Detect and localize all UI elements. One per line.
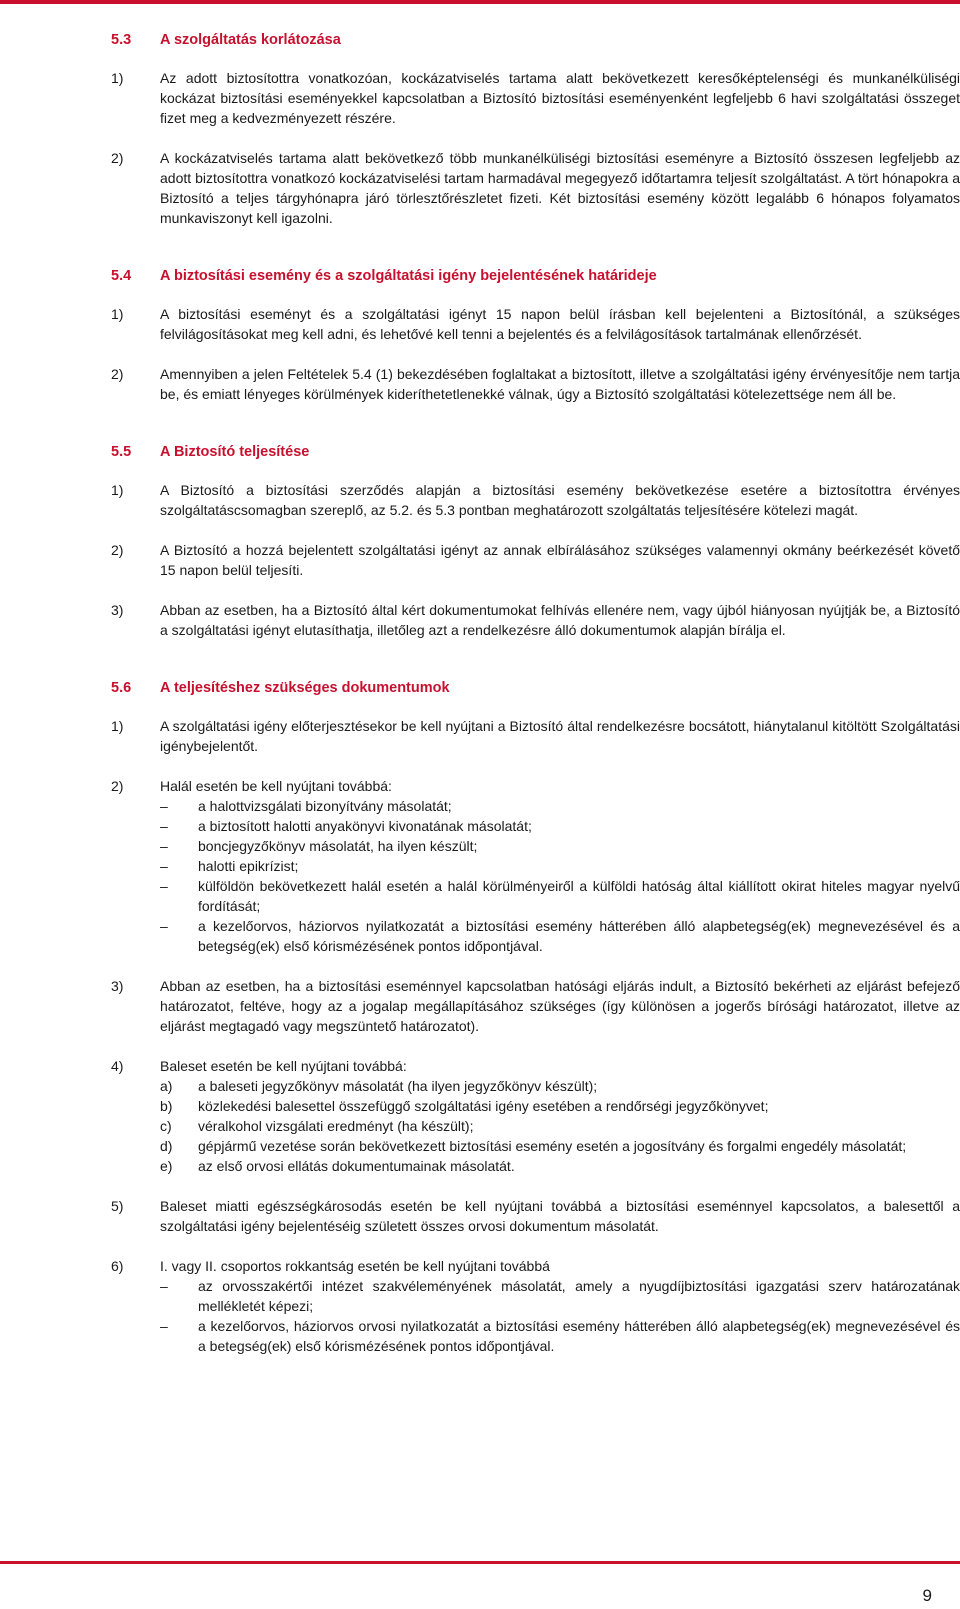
sub-item [160, 796, 960, 816]
item-text: Abban az esetben, ha a biztosítási eseménnyel kapcsolatban hatósági eljárás indult, a Biztosító bekérheti az eljárást befejező határozatot, feltéve, hogy az a jogalap megállapításához szükséges (így különösen a jogerős bírósági határozatot, illetve az eljárást megtagadó vagy megszüntető határozatot). [160, 978, 960, 1034]
section-title: A szolgáltatás korlátozása [160, 32, 341, 48]
item-body [160, 540, 960, 580]
sub-item-marker: – [160, 798, 168, 814]
item-text: Halál esetén be kell nyújtani továbbá: [160, 778, 392, 794]
item-body [160, 364, 960, 404]
section-number: 5.6 [111, 680, 132, 696]
footer-rule [0, 1561, 960, 1564]
item-text: A kockázatviselés tartama alatt bekövetkező több munkanélküliségi biztosítási eseményre a Biztosító összesen legfeljebb az adott biztosítottra vonatkozó kockázatviselési tartam harmadával megegyező időtartamra teljesít szolgáltatást. A tört hónapokra a Biztosító a teljes tárgyhónapra járó törlesztőrészletet fizeti. Két biztosítási esemény között legalább 6 hónapos folyamatos munkaviszonyt kell igazolni. [160, 150, 960, 226]
sub-item-marker: b) [160, 1098, 173, 1114]
section-heading [111, 30, 960, 50]
sub-item-text: a baleseti jegyzőkönyv másolatát (ha ilyen jegyzőkönyv készült); [198, 1078, 598, 1094]
section-heading [111, 266, 960, 286]
list-item [111, 540, 960, 580]
sub-item-marker: d) [160, 1138, 173, 1154]
sub-item-marker: – [160, 878, 168, 894]
item-number: 4) [111, 1058, 124, 1074]
list-item [111, 1196, 960, 1236]
sub-item-marker: a) [160, 1078, 173, 1094]
sub-item [160, 1096, 960, 1116]
item-text: A szolgáltatási igény előterjesztésekor be kell nyújtani a Biztosító által rendelkezésre bocsátott, hiánytalanul kitöltött Szolgáltatási igénybejelentőt. [160, 718, 960, 754]
item-text: A biztosítási eseményt és a szolgáltatási igényt 15 napon belül írásban kell bejelenteni a Biztosítónál, a szükséges felvilágosításokat meg kell adni, és lehetővé kell tenni a bejelentés és a felvilágosítások tartalmának ellenőrzését. [160, 306, 960, 342]
item-number: 5) [111, 1198, 124, 1214]
section-heading [111, 678, 960, 698]
sub-item-marker: – [160, 818, 168, 834]
sub-item [160, 836, 960, 856]
sub-item-text: külföldön bekövetkezett halál esetén a halál körülményeiről a külföldi hatóság által kiállított okirat hiteles magyar nyelvű fordítását; [198, 878, 960, 914]
sub-item [160, 1136, 960, 1156]
item-body [160, 716, 960, 756]
list-item [111, 600, 960, 640]
item-body [160, 68, 960, 128]
sub-item-text: a kezelőorvos, háziorvos orvosi nyilatkozatát a biztosítási esemény hátterében álló alapbetegség(ek) megnevezésével és a betegség(ek) első kórismézésének pontos időpontjával. [198, 1318, 960, 1354]
list-item [111, 480, 960, 520]
sub-item-text: a kezelőorvos, háziorvos nyilatkozatát a biztosítási esemény hátterében álló alapbetegség(ek) megnevezésével és a betegség(ek) első kórismézésének pontos időpontjával. [198, 918, 960, 954]
list-item [111, 304, 960, 344]
sub-item-text: az első orvosi ellátás dokumentumainak másolatát. [198, 1158, 515, 1174]
list-item [111, 716, 960, 756]
item-body [160, 1256, 960, 1356]
sub-item [160, 1156, 960, 1176]
item-body [160, 776, 960, 956]
item-number: 2) [111, 542, 124, 558]
item-text: Az adott biztosítottra vonatkozóan, kockázatviselés tartama alatt bekövetkezett keresőképtelenségi és munkanélküliségi kockázat biztosítási eseményekkel kapcsolatban a Biztosító biztosítási eseményenként legfeljebb 6 havi szolgáltatási összeget fizet meg a kedvezményezett részére. [160, 70, 960, 126]
item-number: 1) [111, 718, 124, 734]
item-text: Baleset esetén be kell nyújtani továbbá: [160, 1058, 407, 1074]
sub-item [160, 1076, 960, 1096]
sub-item-text: a halottvizsgálati bizonyítvány másolatát; [198, 798, 452, 814]
list-item [111, 364, 960, 404]
item-body [160, 600, 960, 640]
sub-item-text: az orvosszakértői intézet szakvéleményének másolatát, amely a nyugdíjbiztosítási igazgatási szerv határozatának mellékletét képezi; [198, 1278, 960, 1314]
item-number: 2) [111, 150, 124, 166]
page-number: 9 [922, 1586, 932, 1605]
list-item [111, 976, 960, 1036]
item-number: 2) [111, 778, 124, 794]
section-number: 5.4 [111, 268, 132, 284]
section-number: 5.3 [111, 32, 132, 48]
sub-item-marker: – [160, 1318, 168, 1334]
section-5-6 [111, 678, 960, 1356]
item-number: 3) [111, 602, 124, 618]
item-body [160, 1196, 960, 1236]
list-item [111, 148, 960, 228]
item-body [160, 480, 960, 520]
sub-item-marker: e) [160, 1158, 173, 1174]
item-number: 1) [111, 482, 124, 498]
section-5-4 [111, 266, 960, 404]
sub-item [160, 1276, 960, 1316]
item-number: 3) [111, 978, 124, 994]
section-title: A Biztosító teljesítése [160, 444, 310, 460]
sub-item-marker: – [160, 1278, 168, 1294]
list-item [111, 1256, 960, 1356]
sub-item-text: közlekedési balesettel összefüggő szolgáltatási igény esetében a rendőrségi jegyzőkönyvet; [198, 1098, 769, 1114]
item-text: A Biztosító a biztosítási szerződés alapján a biztosítási esemény bekövetkezése esetére a biztosítottra érvényes szolgáltatáscsomagban szereplő, az 5.2. és 5.3 pontban meghatározott szolgáltatás teljesítésére kötelezi magát. [160, 482, 960, 518]
list-item [111, 776, 960, 956]
sub-item-text: halotti epikrízist; [198, 858, 299, 874]
sub-item-text: gépjármű vezetése során bekövetkezett biztosítási esemény esetén a jogosítvány és forgalmi engedély másolatát; [198, 1138, 907, 1154]
sub-item-text: véralkohol vizsgálati eredményt (ha készült); [198, 1118, 474, 1134]
section-title: A teljesítéshez szükséges dokumentumok [160, 680, 450, 696]
sub-item-marker: – [160, 838, 168, 854]
section-5-5 [111, 442, 960, 640]
item-number: 2) [111, 366, 124, 382]
item-text: I. vagy II. csoportos rokkantság esetén be kell nyújtani továbbá [160, 1258, 550, 1274]
sub-item [160, 816, 960, 836]
item-body [160, 976, 960, 1036]
item-number: 6) [111, 1258, 124, 1274]
sub-item [160, 916, 960, 956]
item-text: Baleset miatti egészségkárosodás esetén be kell nyújtani továbbá a biztosítási eseménnyel kapcsolatos, a balesettől a szolgáltatási igény bejelentéséig született összes orvosi dokumentum másolatát. [160, 1198, 960, 1234]
section-title: A biztosítási esemény és a szolgáltatási igény bejelentésének határideje [160, 268, 657, 284]
document-body [111, 30, 960, 1394]
item-text: A Biztosító a hozzá bejelentett szolgáltatási igényt az annak elbírálásához szükséges valamennyi okmány beérkezését követő 15 napon belül teljesíti. [160, 542, 960, 578]
top-accent-bar [0, 0, 960, 4]
item-number: 1) [111, 70, 124, 86]
sub-item-marker: c) [160, 1118, 172, 1134]
sub-item [160, 1116, 960, 1136]
item-body [160, 1056, 960, 1176]
sub-item [160, 1316, 960, 1356]
list-item [111, 68, 960, 128]
sub-item [160, 856, 960, 876]
item-body [160, 148, 960, 228]
sub-item-marker: – [160, 858, 168, 874]
item-body [160, 304, 960, 344]
section-number: 5.5 [111, 444, 132, 460]
sub-item-marker: – [160, 918, 168, 934]
section-5-3 [111, 30, 960, 228]
item-text: Abban az esetben, ha a Biztosító által kért dokumentumokat felhívás ellenére nem, vagy újból hiányosan nyújtják be, a Biztosító a szolgáltatási igényt elutasíthatja, illetőleg azt a rendelkezésre álló dokumentumok alapján bírálja el. [160, 602, 960, 638]
sub-item-text: a biztosított halotti anyakönyvi kivonatának másolatát; [198, 818, 532, 834]
section-heading [111, 442, 960, 462]
sub-item-text: boncjegyzőkönyv másolatát, ha ilyen készült; [198, 838, 478, 854]
list-item [111, 1056, 960, 1176]
sub-item [160, 876, 960, 916]
item-text: Amennyiben a jelen Feltételek 5.4 (1) bekezdésében foglaltakat a biztosított, illetve a szolgáltatási igény érvényesítője nem tartja be, és emiatt lényeges körülmények kideríthetetlenekké válnak, úgy a Biztosító szolgáltatási kötelezettsége nem áll be. [160, 366, 960, 402]
item-number: 1) [111, 306, 124, 322]
